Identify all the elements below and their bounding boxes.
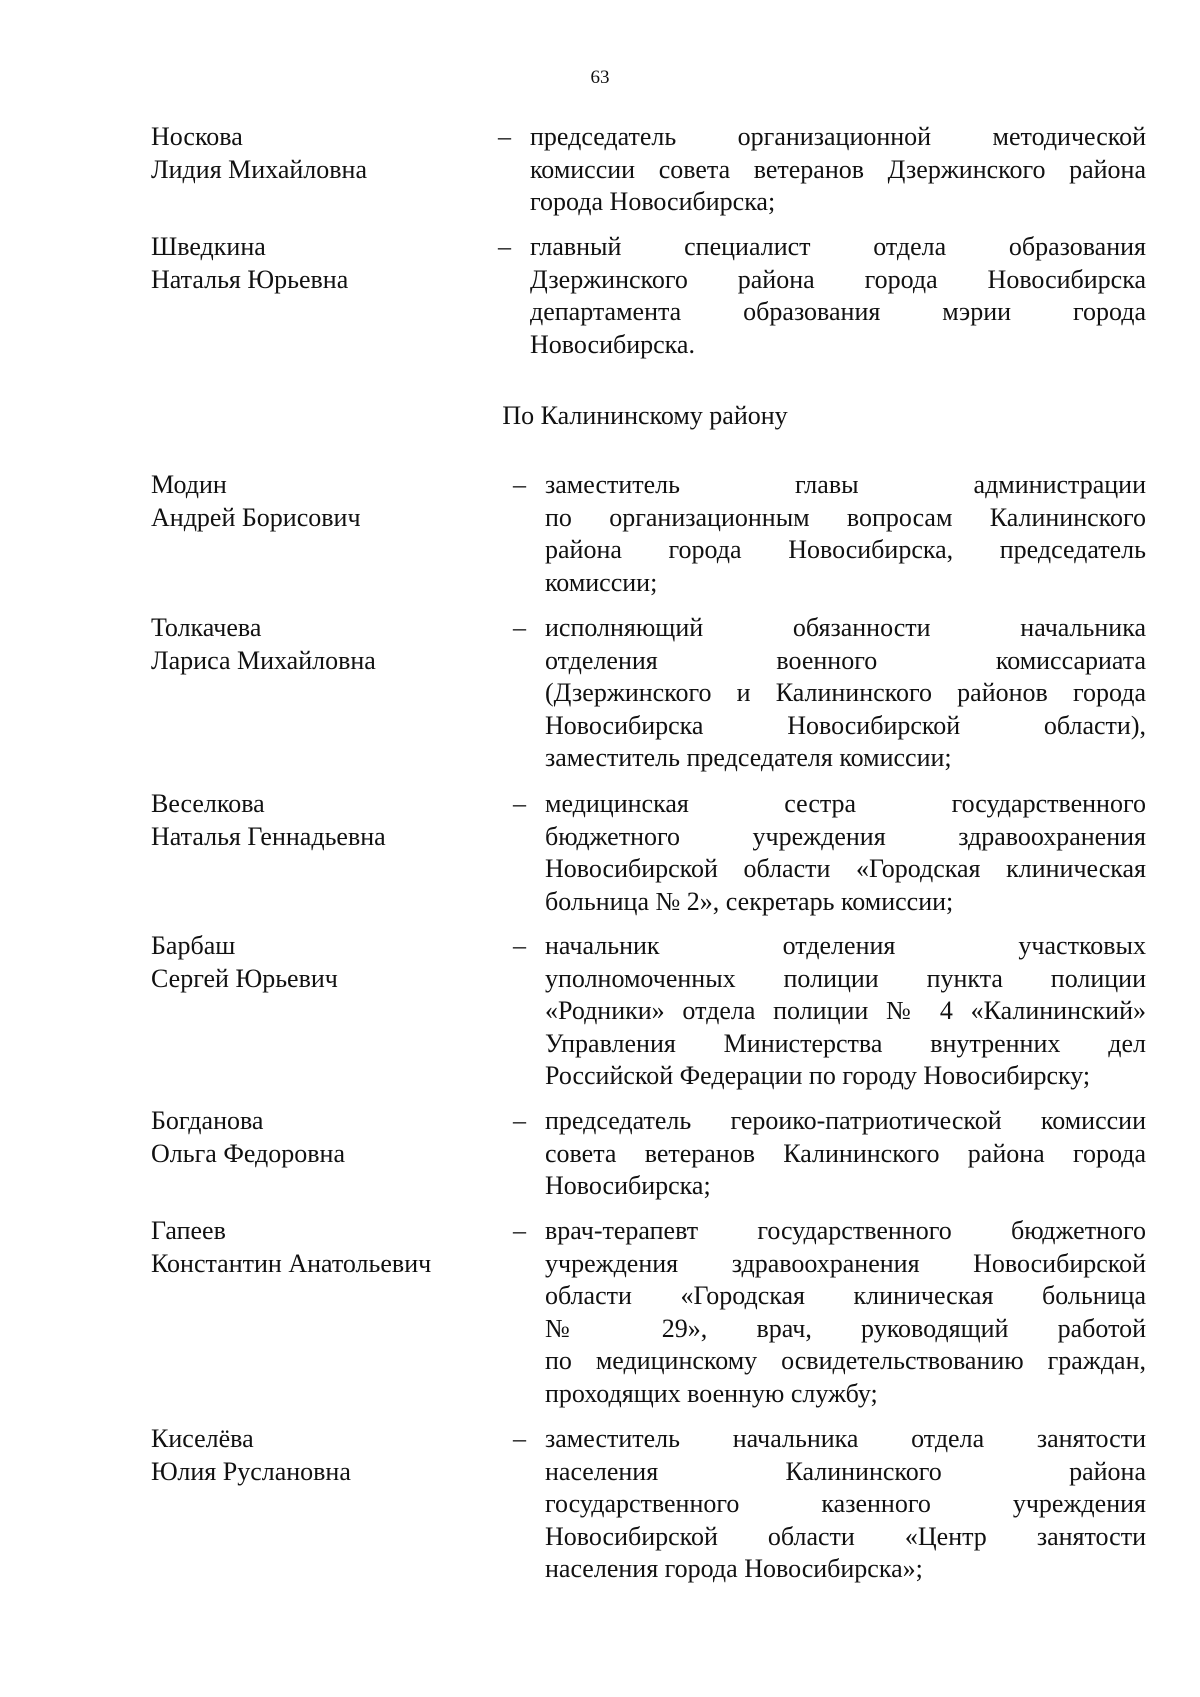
member-role xyxy=(530,121,1146,219)
member-given-names: Наталья Геннадьевна xyxy=(151,821,386,851)
role-line: медицинская сестра государственного xyxy=(545,789,1146,818)
member-surname: Носкова xyxy=(151,122,243,151)
role-line: области «Городская клиническая больница xyxy=(545,1281,1146,1311)
role-line: Новосибирска Новосибирской области), xyxy=(545,710,1146,740)
member-role xyxy=(545,1105,1146,1203)
role-line: города Новосибирска; xyxy=(530,187,776,217)
member-given-names: Константин Анатольевич xyxy=(151,1248,432,1278)
role-line: № 29», врач, руководящий работой xyxy=(545,1313,1146,1343)
member-given-names: Сергей Юрьевич xyxy=(151,963,338,993)
dash-separator: – xyxy=(513,789,526,818)
member-name xyxy=(151,788,471,853)
member-name xyxy=(151,1105,471,1170)
role-line: Российской Федерации по городу Новосибирску; xyxy=(545,1061,1091,1091)
dash-separator: – xyxy=(513,470,526,499)
role-line: департамента образования мэрии города xyxy=(530,297,1146,327)
role-line: отделения военного комиссариата xyxy=(545,645,1146,675)
dash-separator: – xyxy=(513,1106,526,1135)
member-given-names: Ольга Федоровна xyxy=(151,1138,346,1168)
role-line: больница № 2», секретарь комиссии; xyxy=(545,886,954,916)
role-line: Новосибирской области «Городская клиническая xyxy=(545,854,1146,884)
role-line: уполномоченных полиции пункта полиции xyxy=(545,963,1146,993)
dash-separator: – xyxy=(513,613,526,642)
member-surname: Шведкина xyxy=(151,232,266,261)
role-line: заместитель председателя комиссии; xyxy=(545,743,952,773)
role-line: бюджетного учреждения здравоохранения xyxy=(545,821,1146,851)
role-line: исполняющий обязанности начальника xyxy=(545,613,1146,642)
role-line: заместитель начальника отдела занятости xyxy=(545,1424,1146,1453)
role-line: государственного казенного учреждения xyxy=(545,1489,1146,1519)
member-surname: Киселёва xyxy=(151,1424,254,1453)
dash-separator: – xyxy=(498,122,511,151)
role-line: проходящих военную службу; xyxy=(545,1378,878,1408)
role-line: Новосибирской области «Центр занятости xyxy=(545,1521,1146,1551)
member-role xyxy=(545,1215,1146,1411)
member-name xyxy=(151,231,471,296)
dash-separator: – xyxy=(513,931,526,960)
member-role xyxy=(530,231,1146,361)
member-role xyxy=(545,1423,1146,1586)
role-line: по медицинскому освидетельствованию граждан, xyxy=(545,1346,1146,1376)
role-line: Управления Министерства внутренних дел xyxy=(545,1028,1146,1058)
member-surname: Гапеев xyxy=(151,1216,226,1245)
member-role xyxy=(545,788,1146,918)
member-given-names: Лариса Михайловна xyxy=(151,645,376,675)
member-role xyxy=(545,612,1146,775)
role-line: заместитель главы администрации xyxy=(545,470,1146,499)
dash-separator: – xyxy=(513,1424,526,1453)
member-name xyxy=(151,121,471,186)
role-line: (Дзержинского и Калининского районов города xyxy=(545,678,1146,708)
role-line: «Родники» отдела полиции № 4 «Калининский» xyxy=(545,996,1146,1026)
member-name xyxy=(151,1215,471,1280)
member-name xyxy=(151,1423,471,1488)
role-line: совета ветеранов Калининского района города xyxy=(545,1138,1146,1168)
role-line: района города Новосибирска, председатель xyxy=(545,535,1146,565)
member-given-names: Лидия Михайловна xyxy=(151,154,367,184)
role-line: председатель героико-патриотической комиссии xyxy=(545,1106,1146,1135)
role-line: населения Калининского района xyxy=(545,1456,1146,1486)
member-role xyxy=(545,930,1146,1093)
member-surname: Барбаш xyxy=(151,931,236,960)
section-heading: По Калининскому району xyxy=(502,401,788,430)
role-line: учреждения здравоохранения Новосибирской xyxy=(545,1248,1146,1278)
member-surname: Веселкова xyxy=(151,789,265,818)
role-line: начальник отделения участковых xyxy=(545,931,1146,960)
role-line: врач-терапевт государственного бюджетного xyxy=(545,1216,1146,1245)
dash-separator: – xyxy=(513,1216,526,1245)
member-name xyxy=(151,612,471,677)
member-surname: Богданова xyxy=(151,1106,264,1135)
role-line: Дзержинского района города Новосибирска xyxy=(530,264,1146,294)
member-given-names: Андрей Борисович xyxy=(151,502,361,532)
member-name xyxy=(151,930,471,995)
dash-separator: – xyxy=(498,232,511,261)
member-name xyxy=(151,469,471,534)
role-line: Новосибирска. xyxy=(530,329,695,359)
role-line: Новосибирска; xyxy=(545,1171,711,1201)
role-line: населения города Новосибирска»; xyxy=(545,1554,923,1584)
member-surname: Модин xyxy=(151,470,227,499)
role-line: комиссии; xyxy=(545,567,658,597)
member-given-names: Наталья Юрьевна xyxy=(151,264,349,294)
role-line: председатель организационной методической xyxy=(530,122,1146,151)
role-line: комиссии совета ветеранов Дзержинского района xyxy=(530,154,1146,184)
member-role xyxy=(545,469,1146,599)
role-line: по организационным вопросам Калининского xyxy=(545,502,1146,532)
page-number: 63 xyxy=(590,67,610,88)
member-surname: Толкачева xyxy=(151,613,262,642)
member-given-names: Юлия Руслановна xyxy=(151,1456,351,1486)
role-line: главный специалист отдела образования xyxy=(530,232,1146,261)
